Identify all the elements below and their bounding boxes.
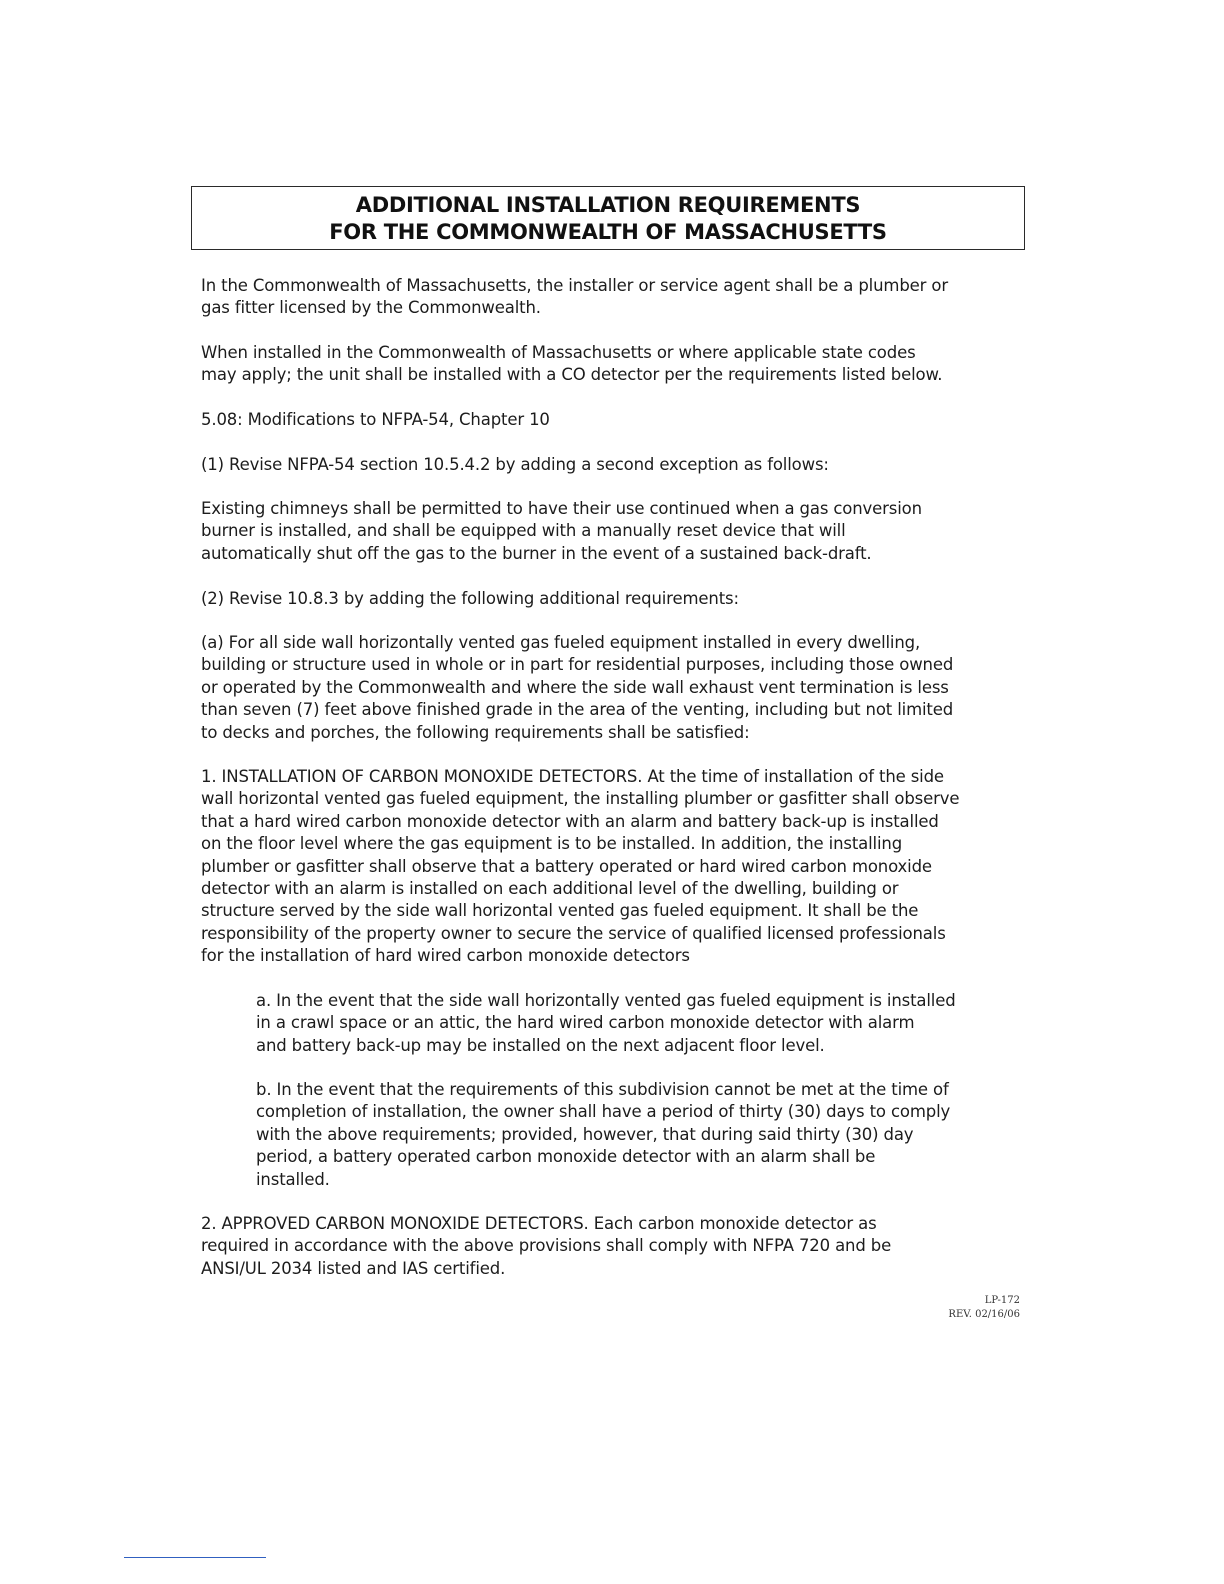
text-line: required in accordance with the above provisions shall comply with NFPA 720 and be <box>201 1236 892 1256</box>
text-line: for the installation of hard wired carbon monoxide detectors <box>201 946 690 966</box>
text-line: to decks and porches, the following requirements shall be satisfied: <box>201 722 750 742</box>
text-line: completion of installation, the owner shall have a period of thirty (30) days to comply <box>256 1102 951 1122</box>
paragraph-crawl-space <box>256 990 1021 1057</box>
text-line: that a hard wired carbon monoxide detector with an alarm and battery back-up is installed <box>201 811 939 831</box>
text-line: in a crawl space or an attic, the hard wired carbon monoxide detector with alarm <box>256 1013 915 1033</box>
document-code: LP-172 <box>984 1295 1020 1306</box>
paragraph-side-wall <box>201 632 1021 744</box>
paragraph-thirty-days <box>256 1079 1021 1191</box>
title-box <box>191 186 1025 250</box>
text-line: a. In the event that the side wall horizontally vented gas fueled equipment is installed <box>256 991 956 1010</box>
text-line: plumber or gasfitter shall observe that a battery operated or hard wired carbon monoxide <box>201 856 932 876</box>
text-line: 2. APPROVED CARBON MONOXIDE DETECTORS. Each carbon monoxide detector as <box>201 1214 877 1233</box>
text-line: (a) For all side wall horizontally vented gas fueled equipment installed in every dwelling, <box>201 633 921 652</box>
text-line: on the floor level where the gas equipment is to be installed. In addition, the installing <box>201 834 903 854</box>
text-line: ANSI/UL 2034 listed and IAS certified. <box>201 1258 506 1278</box>
paragraph-revise-2 <box>201 588 1021 610</box>
text-line: building or structure used in whole or in part for residential purposes, including those owned <box>201 655 954 675</box>
text-line: with the above requirements; provided, however, that during said thirty (30) day <box>256 1124 914 1144</box>
revision-date: REV. 02/16/06 <box>948 1309 1020 1320</box>
text-line: than seven (7) feet above finished grade in the area of the venting, including but not limited <box>201 700 954 720</box>
text-line: structure served by the side wall horizontal vented gas fueled equipment. It shall be the <box>201 901 919 921</box>
paragraph-licensing <box>201 275 1021 320</box>
text-line: 1. INSTALLATION OF CARBON MONOXIDE DETECTORS. At the time of installation of the side <box>201 767 944 786</box>
text-line: may apply; the unit shall be installed with a CO detector per the requirements listed below. <box>201 365 943 385</box>
footnote-rule <box>124 1557 266 1558</box>
text-line: In the Commonwealth of Massachusetts, the installer or service agent shall be a plumber or <box>201 276 948 295</box>
title-line-2: FOR THE COMMONWEALTH OF MASSACHUSETTS <box>329 220 887 244</box>
document-footer <box>948 1294 1020 1322</box>
text-line: and battery back-up may be installed on the next adjacent floor level. <box>256 1035 825 1055</box>
text-line: b. In the event that the requirements of this subdivision cannot be met at the time of <box>256 1080 949 1099</box>
paragraph-installation-detectors <box>201 766 1021 968</box>
title-line-1: ADDITIONAL INSTALLATION REQUIREMENTS <box>355 193 861 217</box>
paragraph-chimneys <box>201 498 1021 565</box>
text-line: period, a battery operated carbon monoxide detector with an alarm shall be <box>256 1147 876 1167</box>
text-line: burner is installed, and shall be equipped with a manually reset device that will <box>201 521 846 541</box>
text-line: automatically shut off the gas to the burner in the event of a sustained back-draft. <box>201 543 872 563</box>
paragraph-co-detector <box>201 342 1021 387</box>
text-line: installed. <box>256 1169 330 1189</box>
text-line: gas fitter licensed by the Commonwealth. <box>201 298 541 318</box>
paragraph-approved-detectors <box>201 1213 1021 1280</box>
text-line: (2) Revise 10.8.3 by adding the following additional requirements: <box>201 589 739 608</box>
text-line: detector with an alarm is installed on each additional level of the dwelling, building or <box>201 879 899 899</box>
text-line: Existing chimneys shall be permitted to have their use continued when a gas conversion <box>201 499 922 518</box>
text-line: (1) Revise NFPA-54 section 10.5.4.2 by adding a second exception as follows: <box>201 455 829 474</box>
text-line: or operated by the Commonwealth and where the side wall exhaust vent termination is less <box>201 677 949 697</box>
text-line: When installed in the Commonwealth of Massachusetts or where applicable state codes <box>201 343 916 362</box>
text-line: wall horizontal vented gas fueled equipment, the installing plumber or gasfitter shall observe <box>201 789 960 809</box>
text-line: 5.08: Modifications to NFPA-54, Chapter 10 <box>201 410 550 429</box>
paragraph-revise-1 <box>201 454 1021 476</box>
text-line: responsibility of the property owner to secure the service of qualified licensed professionals <box>201 923 946 943</box>
paragraph-modifications <box>201 409 1021 431</box>
